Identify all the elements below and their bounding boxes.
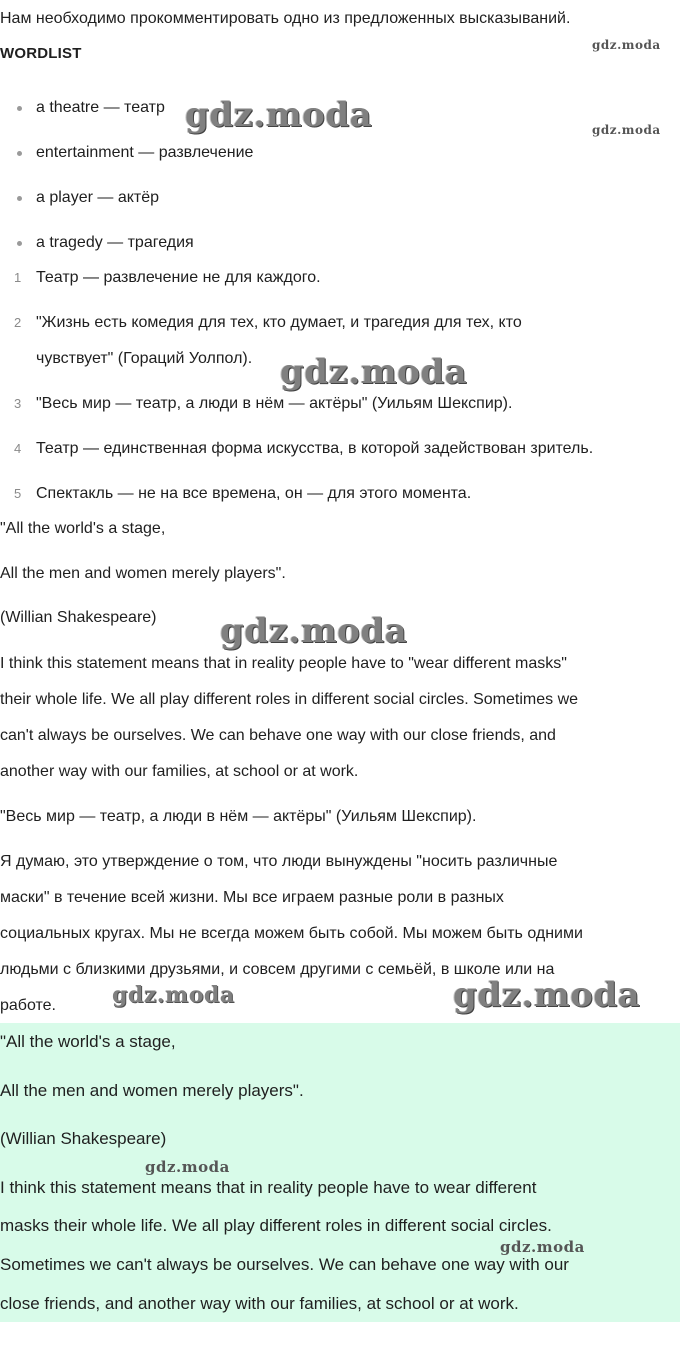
essay-ru-line: людьми с близкими друзьями, и совсем другими с семьёй, в школе или на [0, 961, 555, 978]
answer-quote-author: (Willian Shakespeare) [0, 1129, 167, 1148]
watermark: gdz.moda [112, 982, 235, 1008]
bullet-icon [17, 196, 22, 201]
watermark: gdz.moda [145, 1158, 230, 1176]
answer-quote-line-2: All the men and women merely players". [0, 1081, 304, 1100]
statement-number: 5 [14, 486, 22, 501]
wordlist-heading: WORDLIST [0, 45, 82, 62]
essay-en-line: their whole life. We all play different roles in different social circles. Sometimes we [0, 691, 579, 708]
statement-number: 1 [14, 270, 22, 285]
essay-en-line: another way with our families, at school or at work. [0, 763, 359, 780]
bullet-icon [17, 106, 22, 111]
watermark: gdz.moda [500, 1238, 585, 1256]
answer-essay-line: close friends, and another way with our families, at school or at work. [0, 1294, 519, 1313]
answer-essay-line: masks their whole life. We all play different roles in different social circles. [0, 1216, 552, 1235]
bullet-icon [17, 241, 22, 246]
answer-highlight-block [0, 1023, 680, 1322]
statement-number: 2 [14, 315, 22, 330]
essay-ru-line: маски" в течение всей жизни. Мы все играем разные роли в разных [0, 889, 504, 906]
quote-author: (Willian Shakespeare) [0, 609, 157, 626]
answer-essay-line: Sometimes we can't always be ourselves. We can behave one way with our [0, 1255, 569, 1274]
essay-en-line: can't always be ourselves. We can behave one way with our close friends, and [0, 727, 556, 744]
watermark: gdz.moda [220, 611, 408, 651]
watermark: gdz.moda [280, 352, 468, 392]
watermark: gdz.moda [185, 95, 373, 135]
statement-number: 3 [14, 396, 22, 411]
quote-line-2: All the men and women merely players". [0, 565, 286, 582]
bullet-icon [17, 151, 22, 156]
watermark: gdz.moda [453, 975, 641, 1015]
watermark: gdz.moda [592, 38, 661, 52]
essay-ru-line: социальных кругах. Мы не всегда можем быть собой. Мы можем быть одними [0, 925, 583, 942]
essay-ru-line: Я думаю, это утверждение о том, что люди вынуждены "носить различные [0, 853, 558, 870]
essay-ru-line: работе. [0, 997, 56, 1014]
quote-line-1: "All the world's a stage, [0, 520, 166, 537]
answer-essay-line: I think this statement means that in reality people have to wear different [0, 1178, 537, 1197]
quote-ru: "Весь мир — театр, а люди в нём — актёры" (Уильям Шекспир). [0, 808, 477, 825]
watermark: gdz.moda [592, 123, 661, 137]
statement-number: 4 [14, 441, 22, 456]
essay-en-line: I think this statement means that in reality people have to "wear different masks" [0, 655, 567, 672]
answer-quote-line-1: "All the world's a stage, [0, 1032, 176, 1051]
intro-text: Нам необходимо прокомментировать одно из предложенных высказываний. [0, 10, 571, 27]
